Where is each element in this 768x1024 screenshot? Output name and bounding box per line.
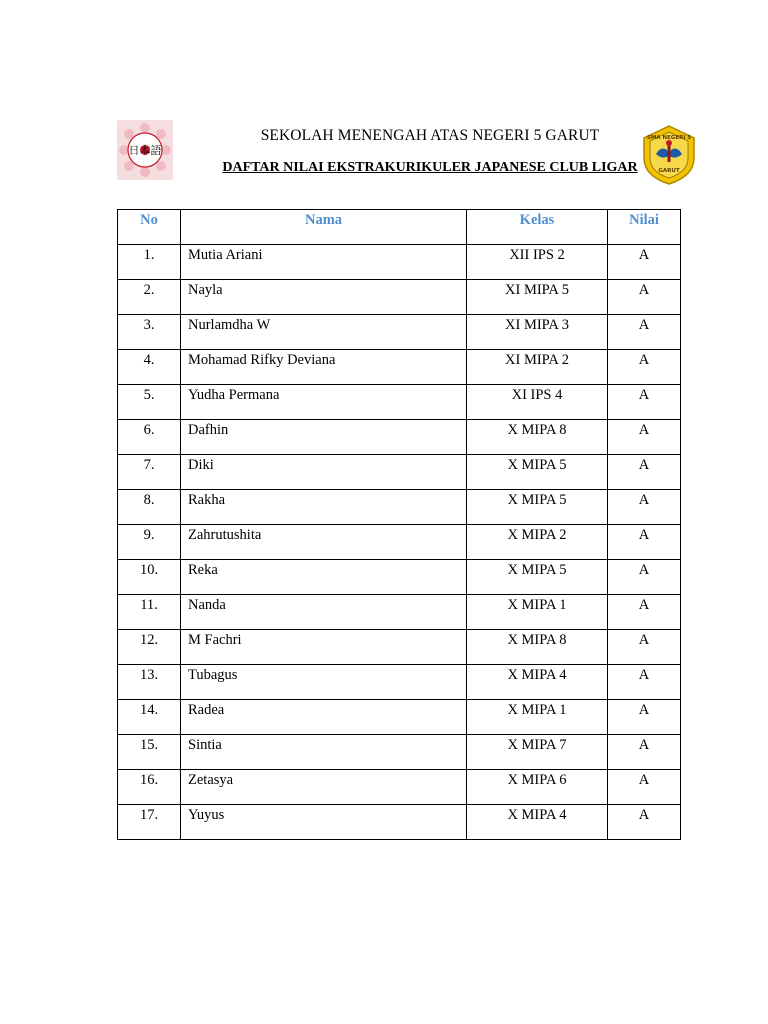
cell-nama: Dafhin xyxy=(181,420,467,455)
cell-kelas: X MIPA 1 xyxy=(467,595,608,630)
cell-no: 8. xyxy=(118,490,181,525)
cell-nama: Nayla xyxy=(181,280,467,315)
cell-kelas: XII IPS 2 xyxy=(467,245,608,280)
table-row xyxy=(118,245,681,280)
grades-table xyxy=(117,209,681,840)
cell-nama: Sintia xyxy=(181,735,467,770)
table-row xyxy=(118,770,681,805)
cell-kelas: X MIPA 4 xyxy=(467,665,608,700)
cell-nama: Zetasya xyxy=(181,770,467,805)
cell-nilai: A xyxy=(608,350,681,385)
cell-no: 13. xyxy=(118,665,181,700)
cell-nama: Nurlamdha W xyxy=(181,315,467,350)
cell-no: 16. xyxy=(118,770,181,805)
table-row xyxy=(118,455,681,490)
cell-no: 17. xyxy=(118,805,181,840)
cell-nama: Reka xyxy=(181,560,467,595)
cell-kelas: X MIPA 5 xyxy=(467,490,608,525)
cell-nilai: A xyxy=(608,455,681,490)
cell-nama: M Fachri xyxy=(181,630,467,665)
cell-nama: Diki xyxy=(181,455,467,490)
table-body xyxy=(118,245,681,840)
cell-no: 15. xyxy=(118,735,181,770)
cell-no: 14. xyxy=(118,700,181,735)
column-header-no: No xyxy=(118,210,181,245)
cell-nama: Zahrutushita xyxy=(181,525,467,560)
cell-nilai: A xyxy=(608,805,681,840)
cell-nilai: A xyxy=(608,560,681,595)
table-row xyxy=(118,700,681,735)
school-emblem-bottom-text: GARUT xyxy=(658,168,680,174)
cell-no: 5. xyxy=(118,385,181,420)
cell-kelas: XI IPS 4 xyxy=(467,385,608,420)
cell-nama: Mutia Ariani xyxy=(181,245,467,280)
document-title: DAFTAR NILAI EKSTRAKURIKULER JAPANESE CLUB LIGAR xyxy=(222,160,638,175)
column-header-nama: Nama xyxy=(181,210,467,245)
cell-nama: Tubagus xyxy=(181,665,467,700)
cell-nama: Mohamad Rifky Deviana xyxy=(181,350,467,385)
cell-no: 1. xyxy=(118,245,181,280)
table-row xyxy=(118,385,681,420)
table-row xyxy=(118,280,681,315)
cell-nilai: A xyxy=(608,630,681,665)
cell-nama: Radea xyxy=(181,700,467,735)
table-row xyxy=(118,735,681,770)
cell-kelas: XI MIPA 2 xyxy=(467,350,608,385)
cell-nama: Rakha xyxy=(181,490,467,525)
column-header-nilai: Nilai xyxy=(608,210,681,245)
cell-no: 12. xyxy=(118,630,181,665)
cell-kelas: X MIPA 8 xyxy=(467,630,608,665)
school-name: SEKOLAH MENENGAH ATAS NEGERI 5 GARUT xyxy=(260,127,600,144)
cell-kelas: X MIPA 4 xyxy=(467,805,608,840)
cell-nama: Nanda xyxy=(181,595,467,630)
cell-kelas: X MIPA 2 xyxy=(467,525,608,560)
cell-nilai: A xyxy=(608,245,681,280)
school-emblem-top-text: SMA NEGERI 5 xyxy=(646,135,692,141)
table-row xyxy=(118,315,681,350)
cell-nama: Yuyus xyxy=(181,805,467,840)
cell-nilai: A xyxy=(608,490,681,525)
cell-no: 9. xyxy=(118,525,181,560)
cell-kelas: XI MIPA 5 xyxy=(467,280,608,315)
table-row xyxy=(118,630,681,665)
cell-kelas: X MIPA 6 xyxy=(467,770,608,805)
table-row xyxy=(118,665,681,700)
cell-nilai: A xyxy=(608,700,681,735)
cell-nilai: A xyxy=(608,665,681,700)
cell-nilai: A xyxy=(608,735,681,770)
cell-nilai: A xyxy=(608,315,681,350)
cell-no: 11. xyxy=(118,595,181,630)
cell-no: 3. xyxy=(118,315,181,350)
cell-no: 2. xyxy=(118,280,181,315)
cell-nilai: A xyxy=(608,280,681,315)
cell-nilai: A xyxy=(608,385,681,420)
column-header-kelas: Kelas xyxy=(467,210,608,245)
japanese-club-logo-text: 日本語 xyxy=(128,144,162,157)
table-row xyxy=(118,350,681,385)
cell-kelas: X MIPA 5 xyxy=(467,455,608,490)
japanese-club-logo-icon xyxy=(117,120,173,180)
table-header-row xyxy=(118,210,681,245)
cell-nilai: A xyxy=(608,770,681,805)
cell-kelas: X MIPA 5 xyxy=(467,560,608,595)
cell-no: 7. xyxy=(118,455,181,490)
cell-nama: Yudha Permana xyxy=(181,385,467,420)
cell-nilai: A xyxy=(608,525,681,560)
table-row xyxy=(118,805,681,840)
cell-nilai: A xyxy=(608,420,681,455)
cell-no: 10. xyxy=(118,560,181,595)
cell-kelas: X MIPA 8 xyxy=(467,420,608,455)
table-row xyxy=(118,560,681,595)
table-row xyxy=(118,525,681,560)
table-row xyxy=(118,490,681,525)
cell-kelas: X MIPA 7 xyxy=(467,735,608,770)
cell-nilai: A xyxy=(608,595,681,630)
table-row xyxy=(118,420,681,455)
cell-kelas: XI MIPA 3 xyxy=(467,315,608,350)
table-row xyxy=(118,595,681,630)
cell-no: 6. xyxy=(118,420,181,455)
cell-kelas: X MIPA 1 xyxy=(467,700,608,735)
cell-no: 4. xyxy=(118,350,181,385)
